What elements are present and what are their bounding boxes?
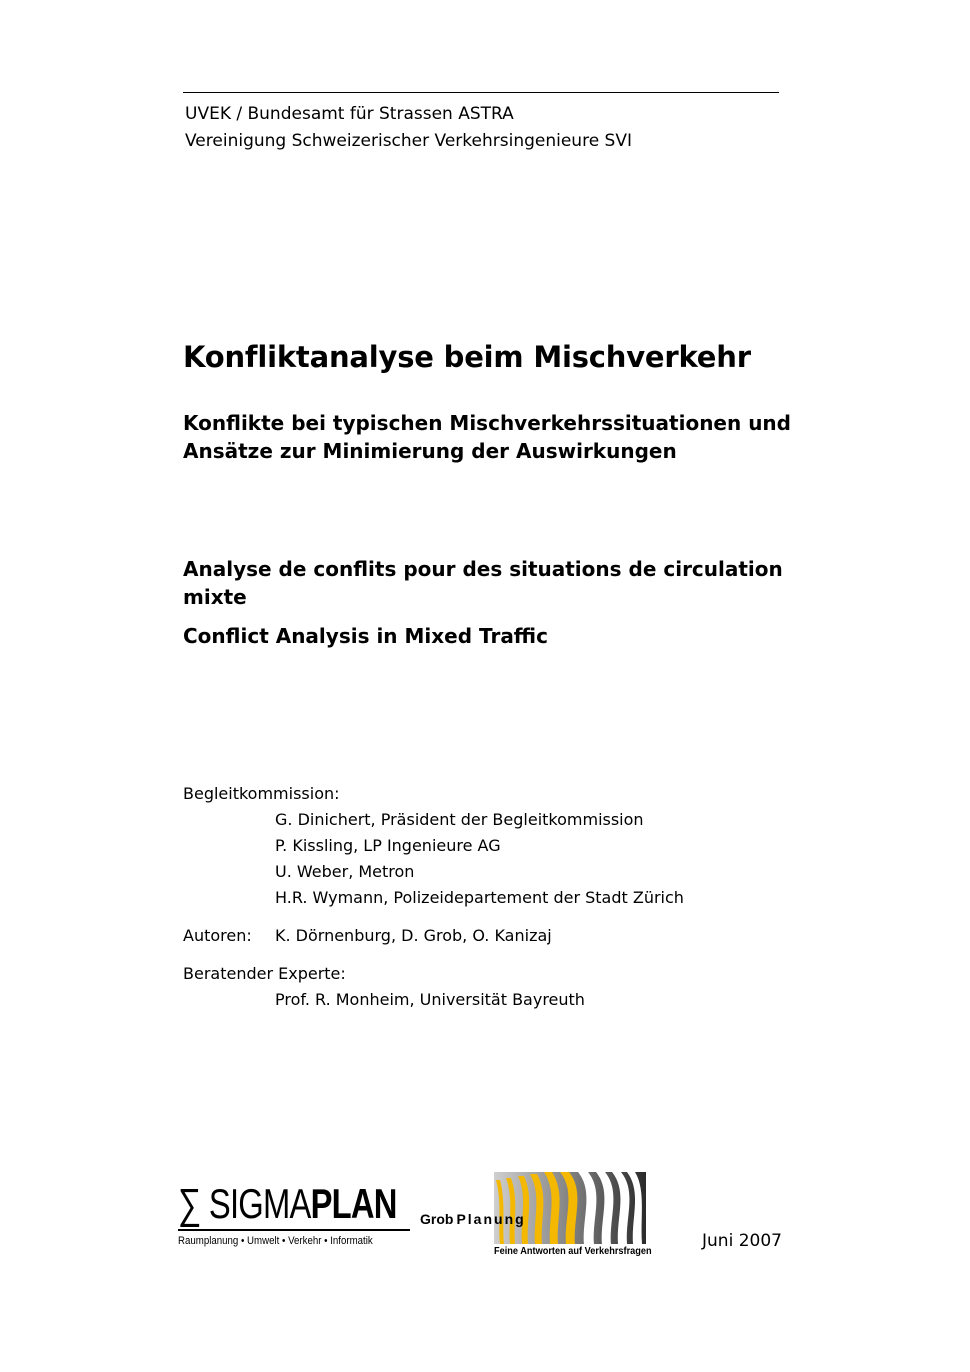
publisher-header [185, 101, 632, 155]
commission-member: P. Kissling, LP Ingenieure AG [275, 836, 501, 855]
expert-label: Beratender Experte: [183, 964, 346, 983]
grobplanung-stripes-icon [494, 1172, 646, 1244]
sigmaplan-tagline: Raumplanung • Umwelt • Verkehr • Informatik [178, 1235, 373, 1247]
sigmaplan-logo [178, 1180, 413, 1260]
sigmaplan-underline [178, 1229, 410, 1231]
sigmaplan-wordmark [178, 1180, 397, 1228]
expert-block [183, 961, 585, 1013]
commission-block [183, 781, 684, 911]
grobplanung-wordmark [420, 1211, 526, 1227]
publication-date: Juni 2007 [702, 1231, 782, 1251]
commission-member: G. Dinichert, Präsident der Begleitkommission [275, 810, 644, 829]
french-title: Analyse de conflits pour des situations de circulation mixte [183, 557, 783, 609]
sigmaplan-word-sigma: SIGMA [208, 1180, 311, 1227]
publisher-line-1: UVEK / Bundesamt für Strassen ASTRA [185, 104, 514, 124]
authors-names: K. Dörnenburg, D. Grob, O. Kanizaj [275, 926, 552, 945]
grobplanung-tagline: Feine Antworten auf Verkehrsfragen [494, 1246, 652, 1257]
commission-label: Begleitkommission: [183, 784, 340, 803]
grobplanung-logo [420, 1172, 652, 1262]
commission-member: H.R. Wymann, Polizeidepartement der Stadt Zürich [275, 888, 684, 907]
grobplanung-word-planung: Planung [456, 1211, 526, 1227]
commission-member: U. Weber, Metron [275, 862, 415, 881]
sigmaplan-word-plan: PLAN [310, 1180, 397, 1227]
authors-label: Autoren: [183, 926, 252, 945]
publisher-line-2: Vereinigung Schweizerischer Verkehrsingenieure SVI [185, 131, 632, 151]
english-title: Conflict Analysis in Mixed Traffic [183, 624, 548, 648]
authors-block [183, 923, 552, 949]
expert-name: Prof. R. Monheim, Universität Bayreuth [275, 990, 585, 1009]
document-title: Konfliktanalyse beim Mischverkehr [183, 340, 751, 374]
sigma-icon: ∑ [178, 1180, 201, 1227]
document-subtitle: Konflikte bei typischen Mischverkehrssituationen und Ansätze zur Minimierung der Auswirkungen [183, 411, 791, 463]
grobplanung-word-grob: Grob [420, 1211, 454, 1227]
header-rule [183, 92, 779, 93]
